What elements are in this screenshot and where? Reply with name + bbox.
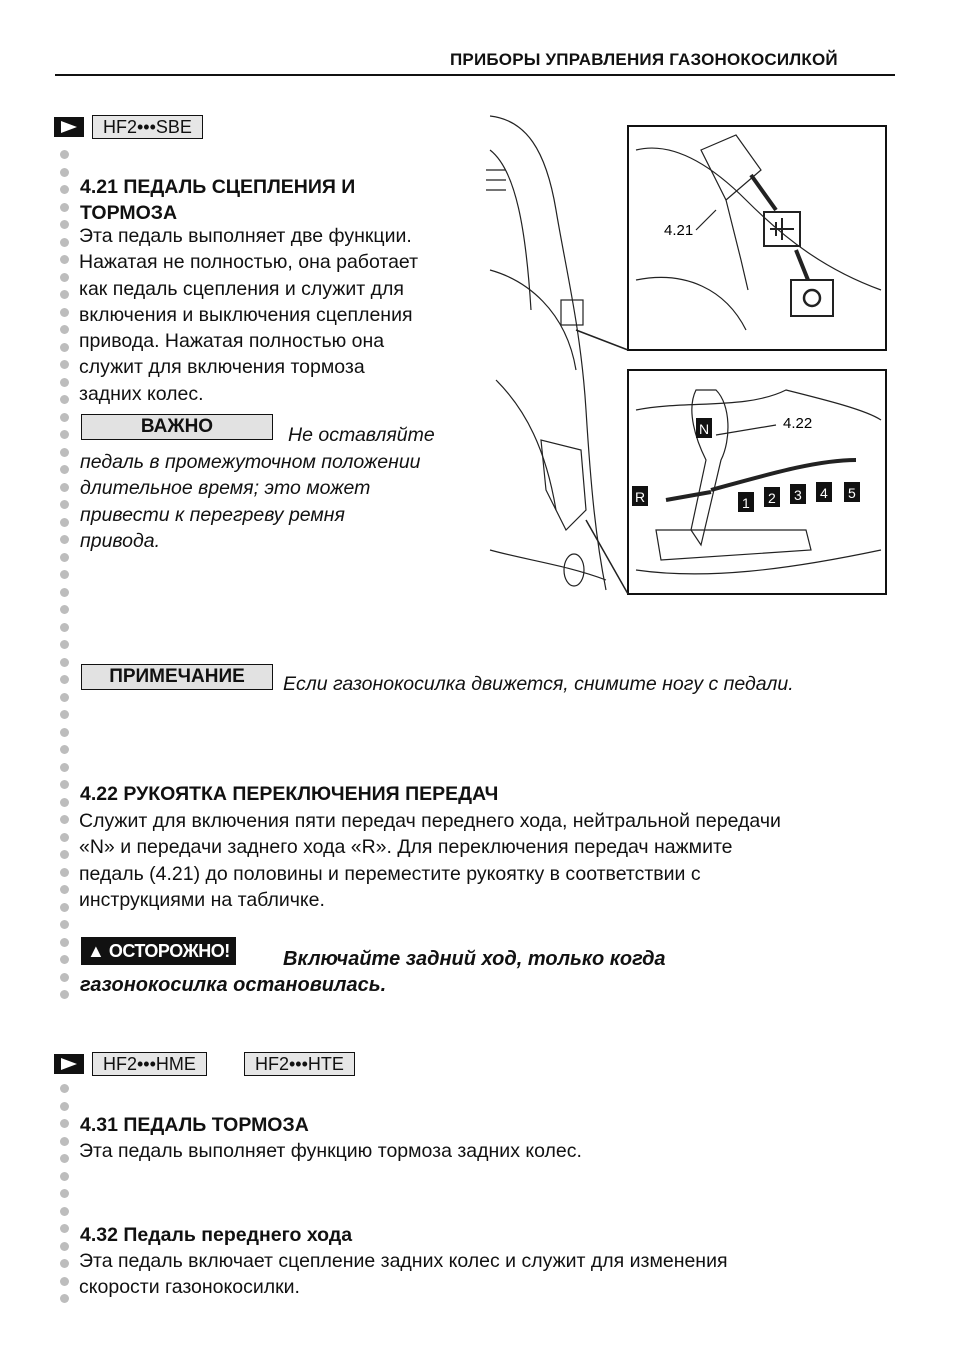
margin-dot xyxy=(60,238,69,247)
sketch-line xyxy=(490,270,576,370)
gear-3-label: 3 xyxy=(794,487,802,503)
body-line: инструкциями на табличке. xyxy=(79,888,325,911)
margin-dot xyxy=(60,658,69,667)
margin-dot xyxy=(60,500,69,509)
margin-dot xyxy=(60,990,69,999)
pointer-line xyxy=(586,520,628,594)
warning-triangle-icon: ▲ xyxy=(87,941,109,961)
body-line: Эта педаль включает сцепление задних колес и служит для изменения xyxy=(79,1250,728,1272)
model-tag-hme: HF2•••HME xyxy=(92,1052,207,1076)
margin-dot xyxy=(60,1242,69,1251)
body-line: педаль (4.21) до половины и переместите рукоятку в соответствии с xyxy=(79,862,701,885)
gear-5-label: 5 xyxy=(848,485,856,501)
margin-dot xyxy=(60,675,69,684)
margin-dot xyxy=(60,885,69,894)
body-line: «N» и передачи заднего хода «R». Для переключения передач нажмите xyxy=(79,836,733,859)
pedal-sketch xyxy=(561,300,583,325)
margin-dot xyxy=(60,798,69,807)
margin-dot xyxy=(60,1259,69,1268)
page-header-title: ПРИБОРЫ УПРАВЛЕНИЯ ГАЗОНОКОСИЛКОЙ xyxy=(450,50,838,69)
section-431-body: Эта педаль выполняет функцию тормоза задних колес. xyxy=(79,1140,582,1162)
margin-dot xyxy=(60,290,69,299)
body-line: Эта педаль выполняет две функции. xyxy=(79,225,412,247)
sketch-line xyxy=(490,550,606,580)
gear-4-label: 4 xyxy=(820,485,828,501)
margin-dot xyxy=(60,728,69,737)
important-line: привести к перегреву ремня xyxy=(80,503,345,526)
margin-dot xyxy=(60,570,69,579)
important-label: ВАЖНО xyxy=(81,414,273,440)
section-421-title-line2: ТОРМОЗА xyxy=(80,202,178,224)
margin-dot xyxy=(60,1224,69,1233)
important-line: педаль в промежуточном положении xyxy=(80,451,421,473)
gear-r-label: R xyxy=(635,489,646,505)
margin-dot xyxy=(60,920,69,929)
margin-dot xyxy=(60,1137,69,1146)
body-line: как педаль сцепления и служит для xyxy=(79,277,404,300)
section-421-body xyxy=(79,223,418,407)
gear-2-label: 2 xyxy=(768,490,776,506)
model-tag-hte: HF2•••HTE xyxy=(244,1052,355,1076)
margin-dot xyxy=(60,710,69,719)
margin-dot xyxy=(60,360,69,369)
margin-dot xyxy=(60,255,69,264)
margin-dot xyxy=(60,1172,69,1181)
gear-1-label: 1 xyxy=(742,495,750,511)
margin-dot xyxy=(60,203,69,212)
margin-dot xyxy=(60,693,69,702)
body-line: привода. Нажатая полностью она xyxy=(79,330,385,353)
margin-dot xyxy=(60,448,69,457)
margin-dot xyxy=(60,413,69,422)
margin-dot xyxy=(60,395,69,404)
section-421-title-line1: 4.21 ПЕДАЛЬ СЦЕПЛЕНИЯ И xyxy=(80,176,356,198)
margin-dot xyxy=(60,1154,69,1163)
margin-dot xyxy=(60,973,69,982)
margin-dot xyxy=(60,1084,69,1093)
important-line: привода. xyxy=(80,529,161,552)
margin-dot xyxy=(60,1207,69,1216)
margin-dot xyxy=(60,518,69,527)
margin-dot xyxy=(60,150,69,159)
margin-dot xyxy=(60,273,69,282)
margin-dot xyxy=(60,465,69,474)
margin-dot xyxy=(60,1189,69,1198)
gear-n-label: N xyxy=(699,421,710,437)
margin-dot xyxy=(60,780,69,789)
section-arrow-icon xyxy=(54,1054,84,1074)
margin-dot xyxy=(60,903,69,912)
margin-dot xyxy=(60,483,69,492)
margin-dot xyxy=(60,535,69,544)
body-line: служит для включения тормоза xyxy=(79,356,365,379)
margin-dot xyxy=(60,745,69,754)
section-432-title: 4.32 Педаль переднего хода xyxy=(80,1224,353,1246)
controls-illustration xyxy=(486,110,891,600)
section-422-title: 4.22 РУКОЯТКА ПЕРЕКЛЮЧЕНИЯ ПЕРЕДАЧ xyxy=(80,783,499,805)
margin-dot xyxy=(60,1294,69,1303)
model-tag-sbe: HF2•••SBE xyxy=(92,115,203,139)
margin-dot xyxy=(60,1102,69,1111)
margin-dot xyxy=(60,220,69,229)
label-422: 4.22 xyxy=(783,415,813,432)
important-text-rest xyxy=(80,449,421,554)
margin-dot xyxy=(60,378,69,387)
header-rule xyxy=(55,74,895,76)
section-422-body xyxy=(79,808,781,913)
margin-dot xyxy=(60,588,69,597)
label-421: 4.21 xyxy=(664,222,694,239)
warning-text-line1: Включайте задний ход, только когда xyxy=(283,948,666,970)
section-431-title: 4.31 ПЕДАЛЬ ТОРМОЗА xyxy=(80,1114,309,1136)
margin-dot xyxy=(60,623,69,632)
margin-dot xyxy=(60,850,69,859)
margin-dot xyxy=(60,1277,69,1286)
margin-dot xyxy=(60,815,69,824)
important-text-line1: Не оставляйте xyxy=(288,424,435,446)
body-line: включения и выключения сцепления xyxy=(79,303,413,326)
margin-dot xyxy=(60,833,69,842)
pointer-line xyxy=(576,330,628,350)
margin-dot xyxy=(60,325,69,334)
sketch-line xyxy=(490,116,606,590)
warning-text-line2: газонокосилка остановилась. xyxy=(80,974,387,996)
margin-dot xyxy=(60,308,69,317)
margin-dot xyxy=(60,640,69,649)
note-text: Если газонокосилка движется, снимите ногу с педали. xyxy=(283,673,794,695)
sketch-line xyxy=(496,380,556,510)
margin-dot xyxy=(60,605,69,614)
body-line: задних колес. xyxy=(79,382,204,405)
margin-dot xyxy=(60,185,69,194)
margin-dot xyxy=(60,763,69,772)
body-line: Нажатая не полностью, она работает xyxy=(79,251,419,274)
margin-dot xyxy=(60,868,69,877)
margin-dot xyxy=(60,168,69,177)
lever-sketch xyxy=(541,440,586,530)
vent-sketch xyxy=(486,170,506,190)
warning-label: ОСТОРОЖНО! xyxy=(108,941,230,961)
margin-dot xyxy=(60,1119,69,1128)
margin-dot xyxy=(60,938,69,947)
margin-dot xyxy=(60,553,69,562)
section-arrow-icon xyxy=(54,117,84,137)
important-line: длительное время; это может xyxy=(80,477,371,500)
body-line: Служит для включения пяти передач переднего хода, нейтральной передачи xyxy=(79,810,781,832)
note-label: ПРИМЕЧАНИЕ xyxy=(81,664,273,690)
warning-badge xyxy=(81,937,236,965)
margin-dot xyxy=(60,430,69,439)
margin-dot xyxy=(60,955,69,964)
body-line: скорости газонокосилки. xyxy=(79,1276,300,1299)
section-432-body xyxy=(79,1248,728,1301)
margin-dot xyxy=(60,343,69,352)
